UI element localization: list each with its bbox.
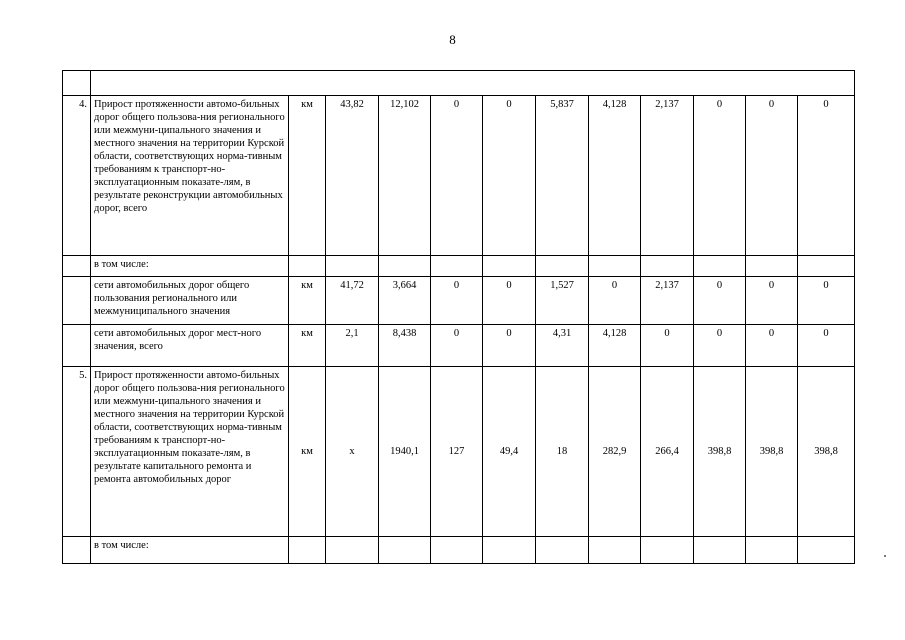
row-number: 4. [63, 96, 91, 256]
empty-cell [289, 537, 326, 564]
empty-cell [746, 256, 798, 277]
value-cell: 4,128 [589, 96, 641, 256]
empty-cell [641, 537, 694, 564]
table-row-including [63, 537, 855, 564]
table-row-local [63, 325, 855, 367]
table-row-regional [63, 277, 855, 325]
value-cell: 282,9 [589, 367, 641, 537]
value-cell: 266,4 [641, 367, 694, 537]
value-cell: 0 [694, 325, 746, 367]
empty-cell [483, 537, 536, 564]
table-row-item-4 [63, 96, 855, 256]
empty-cell [694, 537, 746, 564]
table-header-row [63, 71, 855, 96]
value-cell: 3,664 [379, 277, 431, 325]
value-cell: 43,82 [326, 96, 379, 256]
value-cell: 0 [798, 325, 855, 367]
row-description: Прирост протяженности автомо-бильных дорог общего пользова-ния регионального или межмуни-ципального значения и местного значения на территории Курской области, соответствующих норма-тивным требованиям к транспорт-но-эксплуатационным показате-лям, в результате капитального ремонта и ремонта автомобильных дорог [91, 367, 289, 537]
table-row-including [63, 256, 855, 277]
value-cell: 0 [746, 96, 798, 256]
value-cell: 0 [746, 325, 798, 367]
value-cell: 12,102 [379, 96, 431, 256]
empty-cell [63, 277, 91, 325]
row-number: 5. [63, 367, 91, 537]
value-cell: 0 [431, 277, 483, 325]
value-cell: 0 [483, 96, 536, 256]
empty-cell [379, 537, 431, 564]
row-description: сети автомобильных дорог мест-ного значения, всего [91, 325, 289, 367]
including-label: в том числе: [91, 256, 289, 277]
value-cell: 5,837 [536, 96, 589, 256]
value-cell: 0 [641, 325, 694, 367]
report-table [62, 70, 855, 564]
empty-cell [63, 256, 91, 277]
table-row-item-5 [63, 367, 855, 537]
empty-cell [63, 537, 91, 564]
empty-cell [798, 537, 855, 564]
value-cell: 0 [483, 277, 536, 325]
empty-cell [536, 537, 589, 564]
value-cell: 0 [694, 277, 746, 325]
value-cell: 127 [431, 367, 483, 537]
row-description: сети автомобильных дорог общего пользования регионального или межмуниципального значения [91, 277, 289, 325]
value-cell: 0 [483, 325, 536, 367]
row-unit: км [289, 277, 326, 325]
value-cell: 41,72 [326, 277, 379, 325]
empty-cell [431, 537, 483, 564]
value-cell: 1,527 [536, 277, 589, 325]
page-number: 8 [449, 32, 456, 47]
empty-cell [746, 537, 798, 564]
empty-cell [289, 256, 326, 277]
empty-cell [431, 256, 483, 277]
value-cell: 8,438 [379, 325, 431, 367]
row-description: Прирост протяженности автомо-бильных дорог общего пользова-ния регионального или межмуни-ципального значения и местного значения на территории Курской области, соответствующих норма-тивным требованиям к транспорт-но-эксплуатационным показате-лям, в результате реконструкции автомобильных дорог, всего [91, 96, 289, 256]
row-unit: км [289, 96, 326, 256]
value-cell: 2,1 [326, 325, 379, 367]
empty-cell [326, 256, 379, 277]
row-unit: км [289, 367, 326, 537]
including-label: в том числе: [91, 537, 289, 564]
value-cell: 398,8 [746, 367, 798, 537]
empty-cell [379, 256, 431, 277]
value-cell: 0 [798, 96, 855, 256]
value-cell: 0 [589, 277, 641, 325]
empty-cell [694, 256, 746, 277]
scan-speck [884, 555, 886, 557]
empty-cell [798, 256, 855, 277]
value-cell: 0 [746, 277, 798, 325]
value-cell: 1940,1 [379, 367, 431, 537]
empty-cell [641, 256, 694, 277]
empty-cell [589, 256, 641, 277]
header-cell-span [91, 71, 855, 96]
value-cell: 0 [431, 96, 483, 256]
empty-cell [63, 325, 91, 367]
value-cell: 0 [798, 277, 855, 325]
value-cell: 0 [431, 325, 483, 367]
row-unit: км [289, 325, 326, 367]
value-cell: 0 [694, 96, 746, 256]
empty-cell [536, 256, 589, 277]
empty-cell [326, 537, 379, 564]
value-cell: 398,8 [694, 367, 746, 537]
empty-cell [589, 537, 641, 564]
value-cell: 4,31 [536, 325, 589, 367]
value-cell: 398,8 [798, 367, 855, 537]
value-cell: 18 [536, 367, 589, 537]
empty-cell [483, 256, 536, 277]
value-cell: 2,137 [641, 96, 694, 256]
value-cell: 4,128 [589, 325, 641, 367]
value-cell: 49,4 [483, 367, 536, 537]
value-cell: х [326, 367, 379, 537]
header-cell-num [63, 71, 91, 96]
value-cell: 2,137 [641, 277, 694, 325]
